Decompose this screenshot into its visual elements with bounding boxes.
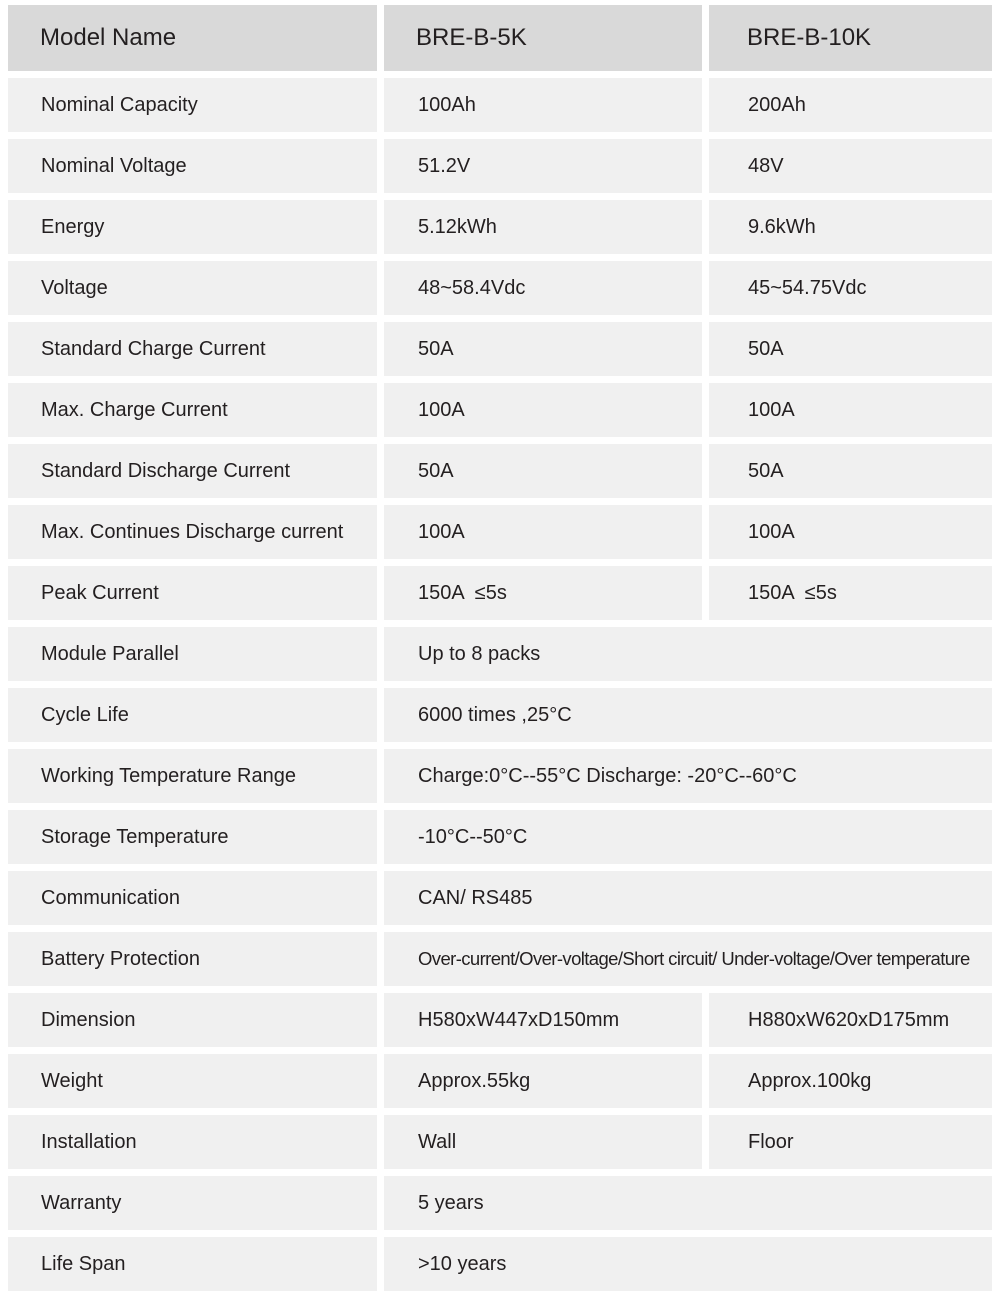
table-row	[8, 139, 992, 193]
value-10k: 45~54.75Vdc	[709, 261, 992, 315]
value-shared: Over-current/Over-voltage/Short circuit/ Under-voltage/Over temperature	[384, 932, 992, 986]
value-5k: Wall	[384, 1115, 702, 1169]
row-label: Peak Current	[8, 566, 377, 620]
table-row	[8, 383, 992, 437]
table-row	[8, 932, 992, 986]
value-10k: 100A	[709, 505, 992, 559]
row-label: Nominal Voltage	[8, 139, 377, 193]
table-row	[8, 78, 992, 132]
row-label: Energy	[8, 200, 377, 254]
value-5k: 50A	[384, 322, 702, 376]
value-5k: 100A	[384, 383, 702, 437]
value-10k: 9.6kWh	[709, 200, 992, 254]
value-5k: Approx.55kg	[384, 1054, 702, 1108]
row-label: Communication	[8, 871, 377, 925]
table-row	[8, 749, 992, 803]
row-label: Voltage	[8, 261, 377, 315]
table-row	[8, 627, 992, 681]
value-10k: 200Ah	[709, 78, 992, 132]
table-row	[8, 810, 992, 864]
table-row	[8, 444, 992, 498]
table-row	[8, 1054, 992, 1108]
table-row	[8, 993, 992, 1047]
table-row	[8, 505, 992, 559]
value-5k: 51.2V	[384, 139, 702, 193]
value-5k: 5.12kWh	[384, 200, 702, 254]
table-row	[8, 200, 992, 254]
row-label: Installation	[8, 1115, 377, 1169]
value-10k: 50A	[709, 322, 992, 376]
row-label: Standard Discharge Current	[8, 444, 377, 498]
row-label: Max. Continues Discharge current	[8, 505, 377, 559]
row-label: Max. Charge Current	[8, 383, 377, 437]
value-5k: H580xW447xD150mm	[384, 993, 702, 1047]
table-header	[8, 5, 992, 71]
row-label: Weight	[8, 1054, 377, 1108]
row-label: Warranty	[8, 1176, 377, 1230]
table-row	[8, 1176, 992, 1230]
value-10k: 100A	[709, 383, 992, 437]
value-10k: Floor	[709, 1115, 992, 1169]
value-5k: 100A	[384, 505, 702, 559]
row-label: Life Span	[8, 1237, 377, 1291]
value-10k: 150A ≤5s	[709, 566, 992, 620]
row-label: Storage Temperature	[8, 810, 377, 864]
value-10k: H880xW620xD175mm	[709, 993, 992, 1047]
row-label: Nominal Capacity	[8, 78, 377, 132]
value-shared: -10°C--50°C	[384, 810, 992, 864]
header-model-10k: BRE-B-10K	[709, 5, 992, 71]
row-label: Dimension	[8, 993, 377, 1047]
value-5k: 48~58.4Vdc	[384, 261, 702, 315]
value-shared: CAN/ RS485	[384, 871, 992, 925]
value-10k: 50A	[709, 444, 992, 498]
value-5k: 150A ≤5s	[384, 566, 702, 620]
table-row	[8, 1237, 992, 1291]
row-label: Standard Charge Current	[8, 322, 377, 376]
value-shared: Charge:0°C--55°C Discharge: -20°C--60°C	[384, 749, 992, 803]
spec-table	[8, 5, 992, 1298]
table-row	[8, 261, 992, 315]
value-5k: 50A	[384, 444, 702, 498]
row-label: Working Temperature Range	[8, 749, 377, 803]
table-row	[8, 871, 992, 925]
table-row	[8, 322, 992, 376]
header-model-5k: BRE-B-5K	[384, 5, 702, 71]
value-5k: 100Ah	[384, 78, 702, 132]
header-label: Model Name	[8, 5, 377, 71]
row-label: Module Parallel	[8, 627, 377, 681]
value-shared: >10 years	[384, 1237, 992, 1291]
row-label: Battery Protection	[8, 932, 377, 986]
value-shared: 5 years	[384, 1176, 992, 1230]
table-row	[8, 1115, 992, 1169]
table-row	[8, 566, 992, 620]
value-shared: Up to 8 packs	[384, 627, 992, 681]
value-10k: 48V	[709, 139, 992, 193]
value-10k: Approx.100kg	[709, 1054, 992, 1108]
table-row	[8, 688, 992, 742]
value-shared: 6000 times ,25°C	[384, 688, 992, 742]
row-label: Cycle Life	[8, 688, 377, 742]
